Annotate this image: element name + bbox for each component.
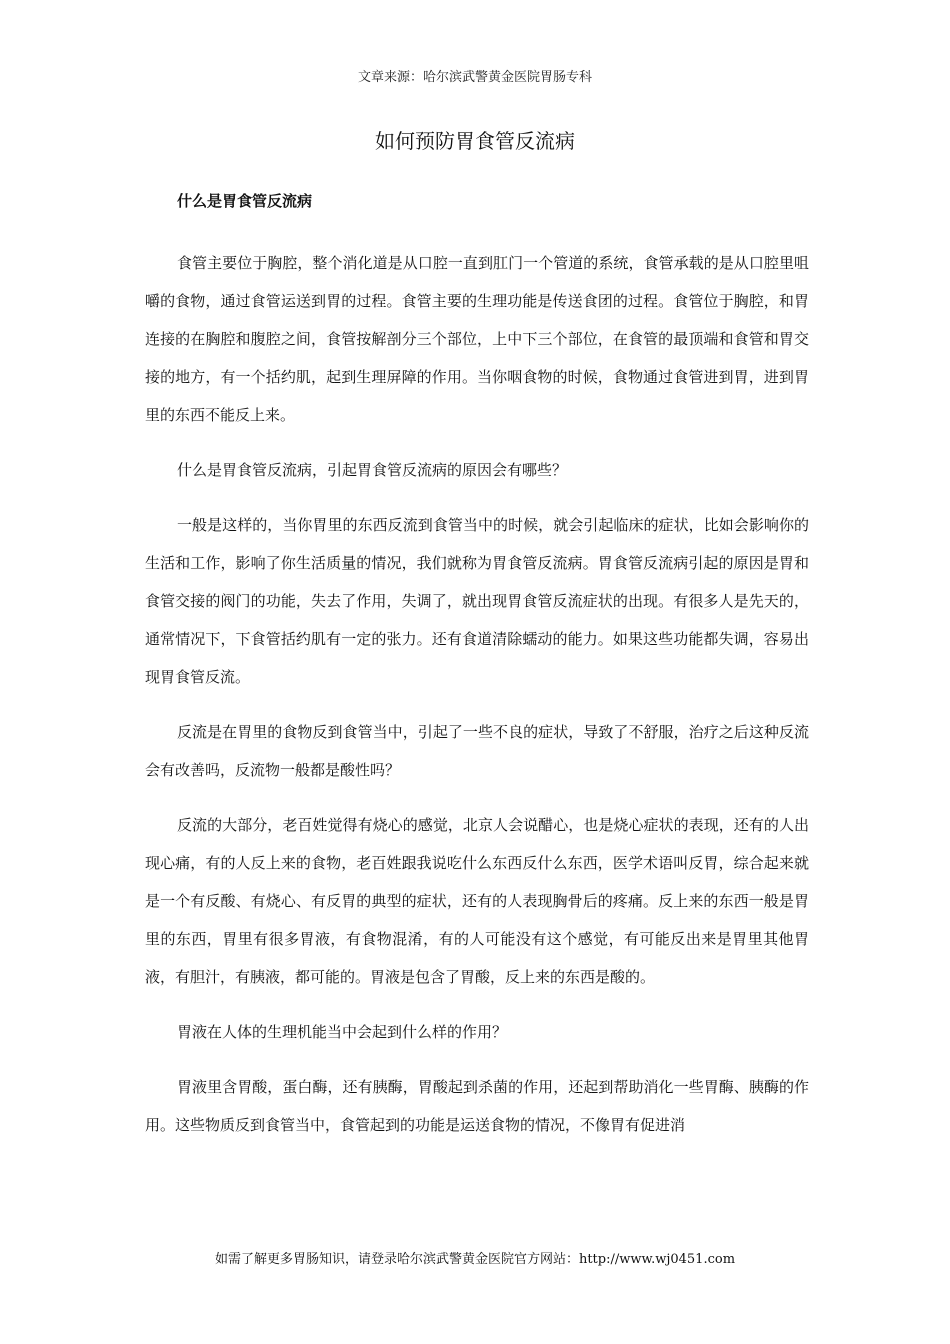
question-3: 胃液在人体的生理机能当中会起到什么样的作用？	[177, 1023, 508, 1041]
paragraph-3: 反流的大部分，老百姓觉得有烧心的感觉，北京人会说醋心，也是烧心症状的表现，还有的人出现心痛，有的人反上来的食物，老百姓跟我说吃什么东西反什么东西，医学术语叫反胃，综合起来就是一个有反酸、有烧心、有反胃的典型的症状，还有的人表现胸骨后的疼痛。反上来的东西一般是胃里的东西，胃里有很多胃液，有食物混淆，有的人可能没有这个感觉，有可能反出来是胃里其他胃液，有胆汁，有胰液，都可能的。胃液是包含了胃酸，反上来的东西是酸的。	[145, 816, 809, 986]
section-heading: 什么是胃食管反流病	[177, 192, 313, 210]
paragraph-4: 胃液里含胃酸，蛋白酶，还有胰酶，胃酸起到杀菌的作用，还起到帮助消化一些胃酶、胰酶的作用。这些物质反到食管当中，食管起到的功能是运送食物的情况，不像胃有促进消	[145, 1078, 809, 1134]
footer-note: 如需了解更多胃肠知识，请登录哈尔滨武警黄金医院官方网站：http://www.wj0451.com	[214, 1252, 736, 1267]
question-1: 什么是胃食管反流病，引起胃食管反流病的原因会有哪些？	[177, 461, 568, 479]
source-header: 文章来源：哈尔滨武警黄金医院胃肠专科	[357, 70, 592, 85]
article-title: 如何预防胃食管反流病	[375, 129, 575, 153]
paragraph-2: 一般是这样的，当你胃里的东西反流到食管当中的时候，就会引起临床的症状，比如会影响你的生活和工作，影响了你生活质量的情况，我们就称为胃食管反流病。胃食管反流病引起的原因是胃和食管交接的阀门的功能，失去了作用，失调了，就出现胃食管反流症状的出现。有很多人是先天的，通常情况下，下食管括约肌有一定的张力。还有食道清除蠕动的能力。如果这些功能都失调，容易出现胃食管反流。	[145, 516, 809, 686]
article-body	[145, 182, 809, 1161]
question-2: 反流是在胃里的食物反到食管当中，引起了一些不良的症状，导致了不舒服，治疗之后这种反流会有改善吗，反流物一般都是酸性吗？	[145, 723, 809, 779]
paragraph-1: 食管主要位于胸腔，整个消化道是从口腔一直到肛门一个管道的系统，食管承载的是从口腔里咀嚼的食物，通过食管运送到胃的过程。食管主要的生理功能是传送食团的过程。食管位于胸腔，和胃连接的在胸腔和腹腔之间，食管按解剖分三个部位，上中下三个部位，在食管的最顶端和食管和胃交接的地方，有一个括约肌，起到生理屏障的作用。当你咽食物的时候，食物通过食管进到胃，进到胃里的东西不能反上来。	[145, 254, 809, 424]
